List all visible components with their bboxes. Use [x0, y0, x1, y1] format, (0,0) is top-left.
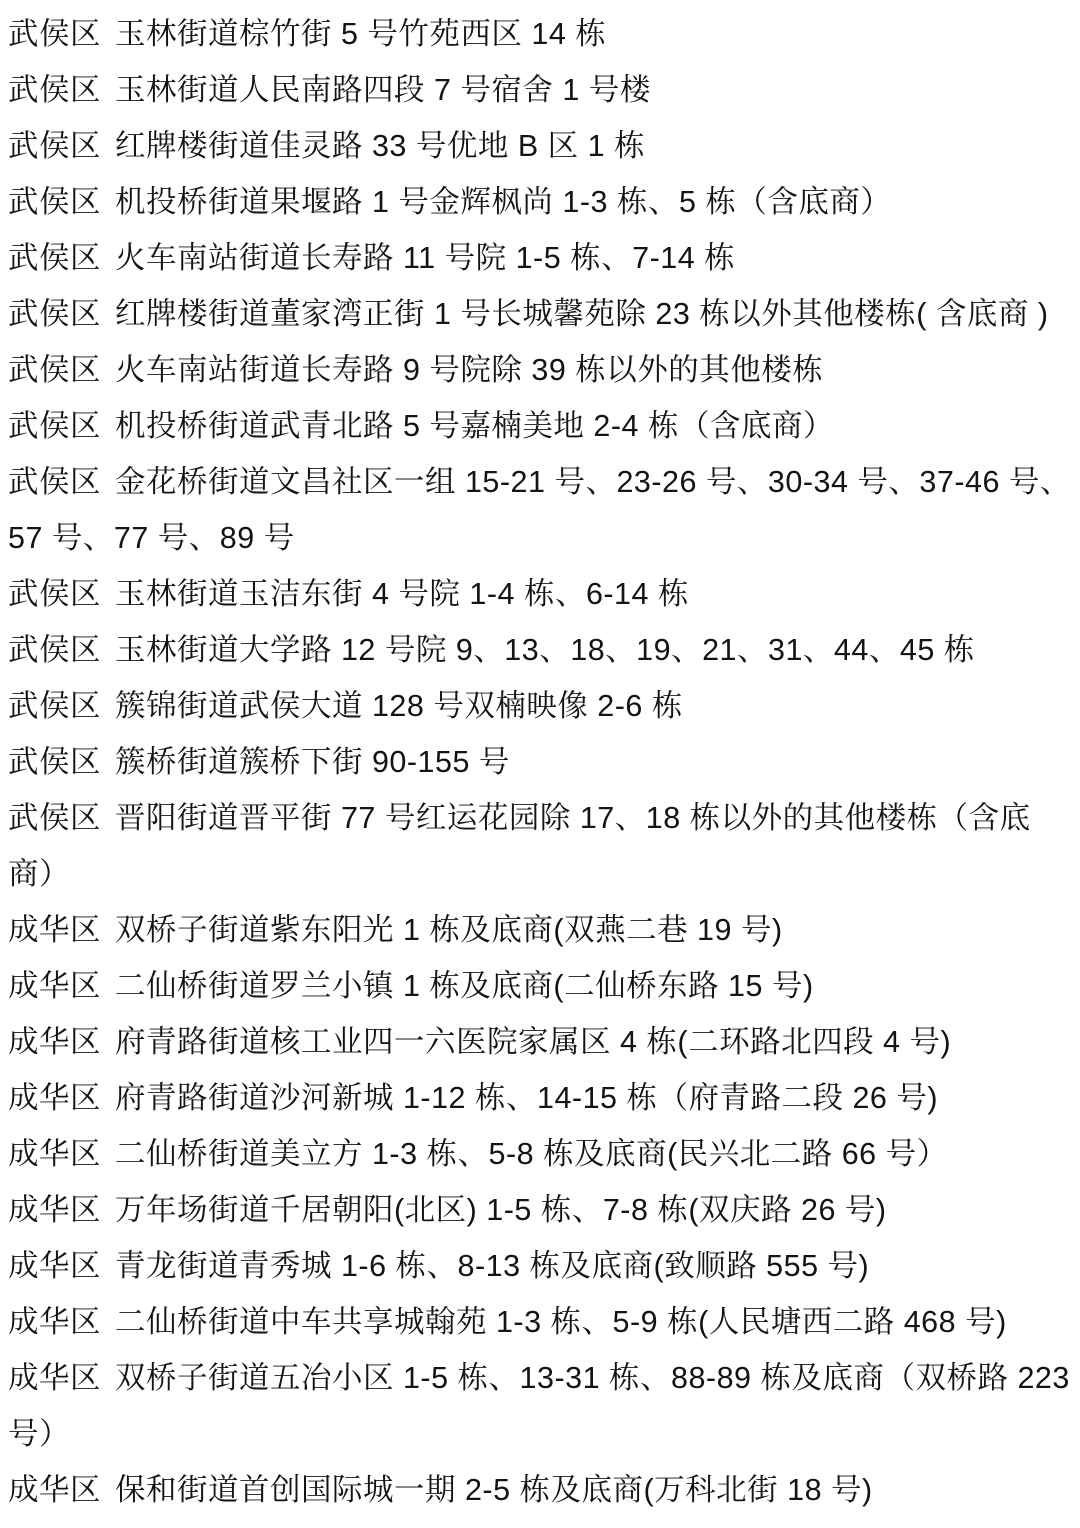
- list-item: [8, 230, 1072, 286]
- district-label: 成华区: [8, 1249, 101, 1283]
- district-label: 成华区: [8, 1361, 101, 1395]
- address-text: 府青路街道沙河新城 1-12 栋、14-15 栋（府青路二段 26 号): [115, 1081, 939, 1115]
- address-text: 玉林街道棕竹街 5 号竹苑西区 14 栋: [115, 17, 607, 51]
- list-item: [8, 1294, 1072, 1350]
- district-label: 武侯区: [8, 241, 101, 275]
- district-label: 成华区: [8, 1473, 101, 1507]
- district-label: 成华区: [8, 913, 101, 947]
- district-label: 成华区: [8, 1081, 101, 1115]
- district-label: 武侯区: [8, 801, 101, 835]
- address-text: 青龙街道青秀城 1-6 栋、8-13 栋及底商(致顺路 555 号): [115, 1249, 870, 1283]
- list-item: [8, 118, 1072, 174]
- address-text: 簇锦街道武侯大道 128 号双楠映像 2-6 栋: [115, 689, 683, 723]
- address-text: 机投桥街道果堰路 1 号金辉枫尚 1-3 栋、5 栋（含底商）: [115, 185, 892, 219]
- list-item: [8, 1014, 1072, 1070]
- district-label: 武侯区: [8, 73, 101, 107]
- address-text: 玉林街道玉洁东街 4 号院 1-4 栋、6-14 栋: [115, 577, 689, 611]
- address-text: 保和街道首创国际城一期 2-5 栋及底商(万科北街 18 号): [115, 1473, 873, 1507]
- list-item: [8, 454, 1072, 566]
- address-text: 机投桥街道武青北路 5 号嘉楠美地 2-4 栋（含底商）: [115, 409, 834, 443]
- address-text: 簇桥街道簇桥下街 90-155 号: [115, 745, 510, 779]
- list-item: [8, 1182, 1072, 1238]
- address-text: 双桥子街道五冶小区 1-5 栋、13-31 栋、88-89 栋及底商（双桥路 223 号）: [8, 1361, 1070, 1451]
- district-label: 成华区: [8, 969, 101, 1003]
- address-text: 玉林街道大学路 12 号院 9、13、18、19、21、31、44、45 栋: [115, 633, 975, 667]
- list-item: [8, 958, 1072, 1014]
- address-text: 二仙桥街道中车共享城翰苑 1-3 栋、5-9 栋(人民塘西二路 468 号): [115, 1305, 1007, 1339]
- district-label: 武侯区: [8, 633, 101, 667]
- address-text: 玉林街道人民南路四段 7 号宿舍 1 号楼: [115, 73, 651, 107]
- list-item: [8, 342, 1072, 398]
- district-label: 武侯区: [8, 409, 101, 443]
- district-label: 武侯区: [8, 689, 101, 723]
- list-item: [8, 1350, 1072, 1462]
- district-label: 武侯区: [8, 297, 101, 331]
- district-label: 武侯区: [8, 577, 101, 611]
- list-item: [8, 1070, 1072, 1126]
- district-label: 成华区: [8, 1025, 101, 1059]
- list-item: [8, 286, 1072, 342]
- district-label: 武侯区: [8, 185, 101, 219]
- district-label: 成华区: [8, 1193, 101, 1227]
- district-label: 武侯区: [8, 745, 101, 779]
- address-text: 双桥子街道紫东阳光 1 栋及底商(双燕二巷 19 号): [115, 913, 783, 947]
- district-label: 成华区: [8, 1137, 101, 1171]
- list-item: [8, 790, 1072, 902]
- address-text: 晋阳街道晋平街 77 号红运花园除 17、18 栋以外的其他楼栋（含底商）: [8, 801, 1031, 891]
- list-item: [8, 566, 1072, 622]
- list-item: [8, 902, 1072, 958]
- list-item: [8, 174, 1072, 230]
- district-label: 武侯区: [8, 465, 101, 499]
- address-text: 府青路街道核工业四一六医院家属区 4 栋(二环路北四段 4 号): [115, 1025, 952, 1059]
- list-item: [8, 1462, 1072, 1518]
- list-item: [8, 734, 1072, 790]
- list-item: [8, 1238, 1072, 1294]
- district-label: 武侯区: [8, 353, 101, 387]
- address-text: 金花桥街道文昌社区一组 15-21 号、23-26 号、30-34 号、37-46 号、57 号、77 号、89 号: [8, 465, 1071, 555]
- district-label: 武侯区: [8, 17, 101, 51]
- district-label: 武侯区: [8, 129, 101, 163]
- address-text: 万年场街道千居朝阳(北区) 1-5 栋、7-8 栋(双庆路 26 号): [115, 1193, 887, 1227]
- list-item: [8, 678, 1072, 734]
- list-item: [8, 6, 1072, 62]
- address-text: 红牌楼街道佳灵路 33 号优地 B 区 1 栋: [115, 129, 646, 163]
- address-text: 二仙桥街道罗兰小镇 1 栋及底商(二仙桥东路 15 号): [115, 969, 814, 1003]
- list-item: [8, 398, 1072, 454]
- address-text: 火车南站街道长寿路 9 号院除 39 栋以外的其他楼栋: [115, 353, 824, 387]
- list-item: [8, 622, 1072, 678]
- address-text: 红牌楼街道董家湾正街 1 号长城馨苑除 23 栋以外其他楼栋( 含底商 ): [115, 297, 1049, 331]
- district-label: 成华区: [8, 1305, 101, 1339]
- address-text: 二仙桥街道美立方 1-3 栋、5-8 栋及底商(民兴北二路 66 号）: [115, 1137, 948, 1171]
- list-item: [8, 1126, 1072, 1182]
- address-text: 火车南站街道长寿路 11 号院 1-5 栋、7-14 栋: [115, 241, 736, 275]
- list-item: [8, 62, 1072, 118]
